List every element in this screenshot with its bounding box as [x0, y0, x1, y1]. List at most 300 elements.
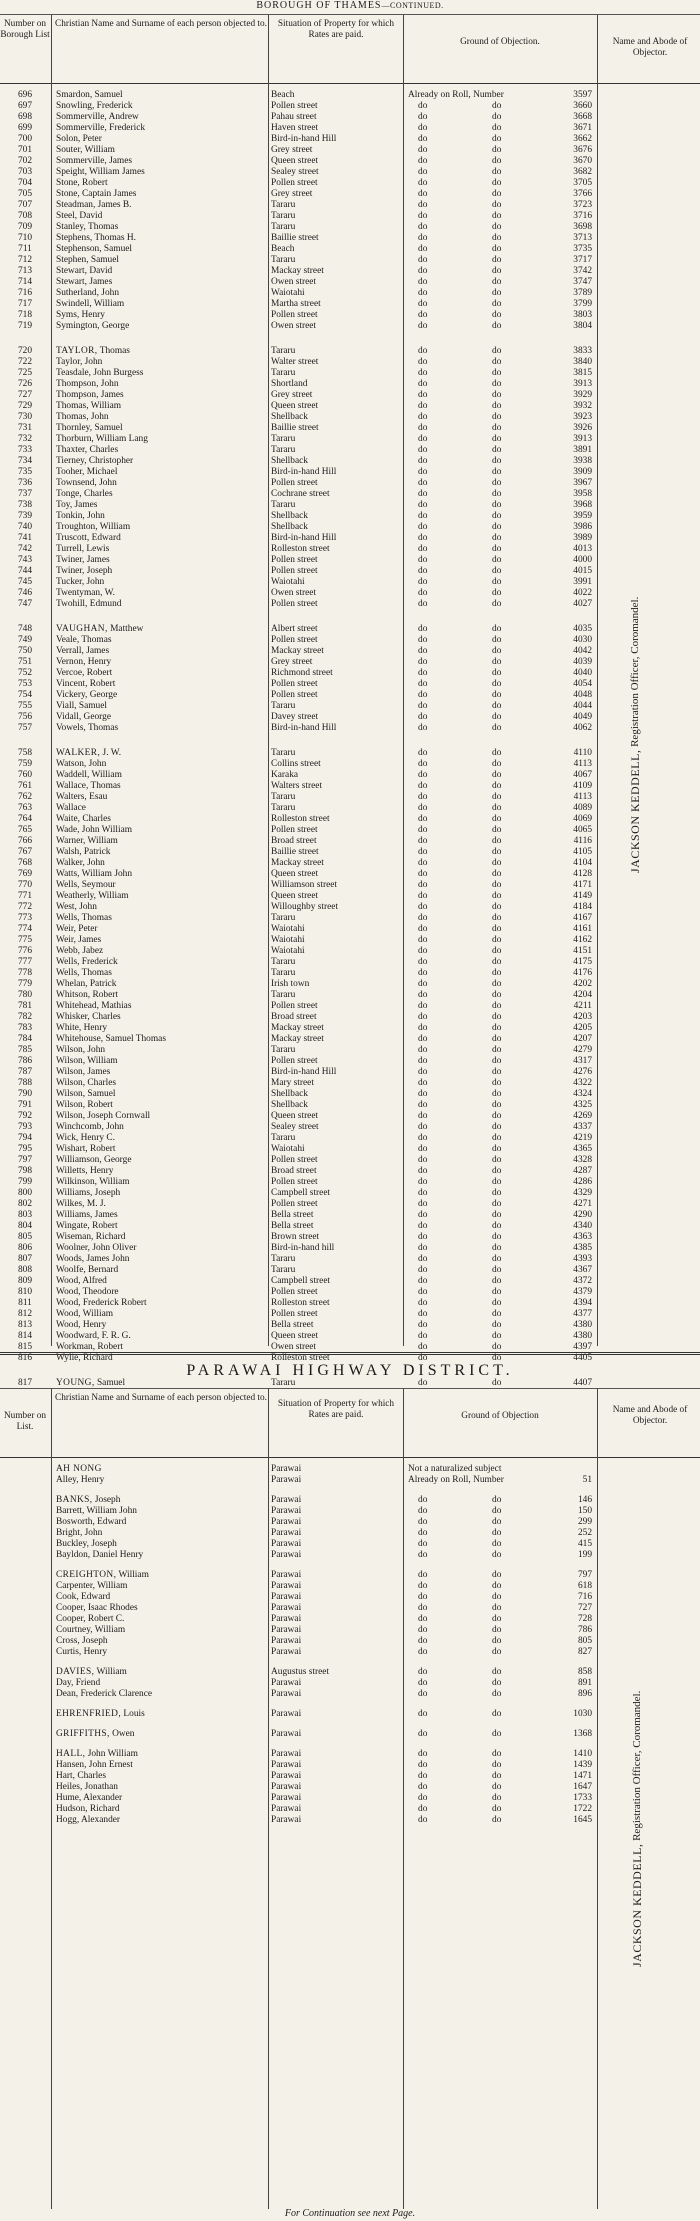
row-property: Sealey street	[271, 167, 319, 177]
table-row	[0, 368, 700, 379]
table-row	[0, 189, 700, 200]
row-given-name: Tucker, John	[56, 577, 105, 587]
row-number: 765	[17, 825, 33, 835]
table-row	[0, 500, 700, 511]
row-property: Parawai	[271, 1793, 302, 1803]
row-name	[56, 668, 112, 679]
row-property: Davey street	[271, 712, 319, 722]
row-roll-number: 1368	[573, 1729, 592, 1739]
row-name	[56, 478, 117, 489]
row-given-name: Twentyman, W.	[56, 588, 115, 598]
row-property: Pollen street	[271, 635, 318, 645]
table-row	[0, 1581, 700, 1592]
row-number: 700	[17, 134, 33, 144]
row-property: Queen street	[271, 891, 319, 901]
row-property: Parawai	[271, 1475, 302, 1485]
row-ground-ditto: do	[492, 434, 502, 444]
row-number: 736	[17, 478, 33, 488]
table-row	[0, 1793, 700, 1804]
row-name	[56, 1166, 113, 1177]
row-name	[56, 1475, 104, 1486]
row-given-name: Symington, George	[56, 321, 130, 331]
row-roll-number: 3923	[573, 412, 592, 422]
row-ground: do	[418, 489, 428, 499]
row-ground: do	[418, 1636, 428, 1646]
row-number: 782	[17, 1012, 33, 1022]
table-row	[0, 825, 700, 836]
row-property: Tararu	[271, 434, 296, 444]
col2-name-header: Christian Name and Surname of each person objected to.	[55, 1393, 267, 1403]
row-ground-ditto: do	[492, 412, 502, 422]
row-property: Tararu	[271, 990, 296, 1000]
table-row	[0, 134, 700, 145]
row-property: Pollen street	[271, 1155, 318, 1165]
row-ground-ditto: do	[492, 1276, 502, 1286]
table-row	[0, 522, 700, 533]
row-ground-ditto: do	[492, 134, 502, 144]
table-row	[0, 1221, 700, 1232]
row-name	[56, 178, 108, 189]
row-roll-number: 3891	[573, 445, 592, 455]
row-ground: do	[418, 178, 428, 188]
row-surname: DAVIES,	[56, 1667, 95, 1677]
row-ground: do	[418, 723, 428, 733]
table-row	[0, 346, 700, 357]
row-ground-ditto: do	[492, 759, 502, 769]
row-ground: do	[418, 1815, 428, 1825]
row-roll-number: 3913	[573, 379, 592, 389]
row-ground-ditto: do	[492, 467, 502, 477]
row-number: 812	[17, 1309, 33, 1319]
row-name	[56, 701, 107, 712]
row-ground-ditto: do	[492, 668, 502, 678]
parawai-table-header	[0, 1389, 700, 1458]
row-roll-number: 4377	[573, 1309, 592, 1319]
row-ground: do	[418, 668, 428, 678]
table-row	[0, 1001, 700, 1012]
row-ground-ditto: do	[492, 255, 502, 265]
table-row	[0, 748, 700, 759]
row-ground: do	[418, 233, 428, 243]
row-ground-ditto: do	[492, 803, 502, 813]
row-name	[56, 1210, 118, 1221]
row-given-name: Waite, Charles	[56, 814, 111, 824]
row-roll-number: 786	[577, 1625, 592, 1635]
row-name	[56, 1815, 120, 1826]
row-ground-ditto: do	[492, 1793, 502, 1803]
table-row	[0, 244, 700, 255]
row-property: Waiotahi	[271, 935, 305, 945]
row-name	[56, 255, 119, 266]
row-number: 722	[17, 357, 33, 367]
row-property: Waiotahi	[271, 577, 305, 587]
row-ground: do	[418, 456, 428, 466]
table-row	[0, 1539, 700, 1550]
row-name	[56, 1793, 122, 1804]
row-roll-number: 4027	[573, 599, 592, 609]
row-roll-number: 4149	[573, 891, 592, 901]
row-ground: do	[418, 1111, 428, 1121]
row-ground-ditto: do	[492, 1287, 502, 1297]
row-ground-ditto: do	[492, 792, 502, 802]
row-name	[56, 1614, 124, 1625]
row-number: 737	[17, 489, 33, 499]
row-number: 803	[17, 1210, 33, 1220]
row-ground-ditto: do	[492, 522, 502, 532]
row-ground-ditto: do	[492, 211, 502, 221]
row-roll-number: 3913	[573, 434, 592, 444]
row-roll-number: 3967	[573, 478, 592, 488]
row-name	[56, 1581, 127, 1592]
row-ground: do	[418, 401, 428, 411]
row-property: Tararu	[271, 792, 296, 802]
table-row	[0, 968, 700, 979]
row-property: Tararu	[271, 1265, 296, 1275]
row-ground-ditto: do	[492, 500, 502, 510]
row-ground-ditto: do	[492, 1528, 502, 1538]
table-row	[0, 277, 700, 288]
row-number: 708	[17, 211, 33, 221]
row-ground-ditto: do	[492, 577, 502, 587]
row-property: Augustus street	[271, 1667, 330, 1677]
table-row	[0, 1475, 700, 1486]
table-row	[0, 1815, 700, 1826]
row-name	[56, 858, 105, 869]
row-roll-number: 1645	[573, 1815, 592, 1825]
row-roll-number: 4040	[573, 668, 592, 678]
row-roll-number: 3799	[573, 299, 592, 309]
row-name	[56, 913, 112, 924]
row-given-name: Hart, Charles	[56, 1771, 106, 1781]
row-name	[56, 123, 145, 134]
row-number: 740	[17, 522, 33, 532]
row-ground: do	[418, 1782, 428, 1792]
row-ground-ditto: do	[492, 935, 502, 945]
row-name	[56, 1177, 130, 1188]
row-name	[56, 423, 123, 434]
row-ground-ditto: do	[492, 1001, 502, 1011]
row-ground-ditto: do	[492, 1012, 502, 1022]
row-ground: do	[418, 803, 428, 813]
row-roll-number: 4363	[573, 1232, 592, 1242]
row-ground-ditto: do	[492, 511, 502, 521]
row-name	[56, 1667, 127, 1678]
row-ground: do	[418, 434, 428, 444]
row-name	[56, 781, 121, 792]
row-given-name: Winchcomb, John	[56, 1122, 124, 1132]
row-given-name: Wood, William	[56, 1309, 114, 1319]
row-roll-number: 4042	[573, 646, 592, 656]
col2-number-header: Number on List.	[3, 1411, 47, 1432]
row-property: Owen street	[271, 321, 317, 331]
row-ground: do	[418, 1188, 428, 1198]
row-roll-number: 4039	[573, 657, 592, 667]
row-name	[56, 979, 116, 990]
row-property: Pollen street	[271, 478, 318, 488]
row-ground: do	[418, 1729, 428, 1739]
row-name	[56, 310, 105, 321]
row-roll-number: 4048	[573, 690, 592, 700]
row-name	[56, 544, 109, 555]
row-ground: do	[418, 1309, 428, 1319]
row-roll-number: 3668	[573, 112, 592, 122]
row-name	[56, 1111, 150, 1122]
row-name	[56, 489, 113, 500]
table-row	[0, 1298, 700, 1309]
row-name	[56, 390, 124, 401]
row-number: 754	[17, 690, 33, 700]
row-name	[56, 1034, 166, 1045]
row-given-name: Wilson, William	[56, 1056, 118, 1066]
row-given-name: Buckley, Joseph	[56, 1539, 117, 1549]
row-number: 696	[17, 90, 33, 100]
row-roll-number: 4372	[573, 1276, 592, 1286]
row-ground-ditto: do	[492, 1298, 502, 1308]
row-name	[56, 1276, 107, 1287]
row-given-name: Wallace	[56, 803, 86, 813]
row-given-name: Woodward, F. R. G.	[56, 1331, 131, 1341]
row-name	[56, 1771, 106, 1782]
row-property: Broad street	[271, 1012, 317, 1022]
row-given-name: Waddell, William	[56, 770, 122, 780]
row-ground: do	[418, 679, 428, 689]
row-ground: do	[418, 299, 428, 309]
row-ground-ditto: do	[492, 1122, 502, 1132]
row-name	[56, 1144, 116, 1155]
table-row	[0, 1144, 700, 1155]
row-ground-ditto: do	[492, 781, 502, 791]
row-given-name: Carpenter, William	[56, 1581, 128, 1591]
row-ground: do	[418, 1378, 428, 1388]
row-number: 808	[17, 1265, 33, 1275]
row-number: 746	[17, 588, 33, 598]
row-name	[56, 946, 103, 957]
row-property: Parawai	[271, 1678, 302, 1688]
row-given-name: Hansen, John Ernest	[56, 1760, 133, 1770]
row-property: Tararu	[271, 957, 296, 967]
row-name	[56, 134, 102, 145]
table-row	[0, 1276, 700, 1287]
table-row	[0, 781, 700, 792]
row-roll-number: 1733	[573, 1793, 592, 1803]
row-roll-number: 1410	[573, 1749, 592, 1759]
row-roll-number: 4089	[573, 803, 592, 813]
table-row	[0, 445, 700, 456]
row-ground: do	[418, 379, 428, 389]
row-roll-number: 3717	[573, 255, 592, 265]
table-row	[0, 299, 700, 310]
row-given-name: Wood, Alfred	[56, 1276, 107, 1286]
row-given-name: Wishart, Robert	[56, 1144, 116, 1154]
row-ground: do	[418, 1331, 428, 1341]
row-ground: do	[418, 566, 428, 576]
row-given-name: Wade, John William	[56, 825, 133, 835]
row-ground: do	[418, 701, 428, 711]
col-ground-header: Ground of Objection.	[460, 37, 540, 47]
row-roll-number: 858	[577, 1667, 592, 1677]
row-roll-number: 3735	[573, 244, 592, 254]
table-row	[0, 1287, 700, 1298]
row-number: 793	[17, 1122, 33, 1132]
table-row	[0, 555, 700, 566]
row-ground: Already on Roll, Number	[408, 90, 504, 100]
row-ground-ditto: do	[492, 1166, 502, 1176]
col2-objector-header: Name and Abode of Objector.	[612, 1405, 688, 1426]
row-given-name: Wilson, Charles	[56, 1078, 117, 1088]
table-row	[0, 712, 700, 723]
table-row	[0, 1517, 700, 1528]
row-name	[56, 1592, 110, 1603]
row-name	[56, 101, 133, 112]
row-roll-number: 827	[577, 1647, 592, 1657]
row-number: 770	[17, 880, 33, 890]
row-ground: do	[418, 346, 428, 356]
row-ground: do	[418, 946, 428, 956]
row-property: Shellback	[271, 1100, 308, 1110]
row-name	[56, 1221, 118, 1232]
row-name	[56, 1243, 136, 1254]
row-property: Beach	[271, 90, 295, 100]
row-number: 817	[17, 1378, 33, 1388]
row-given-name: Thornley, Samuel	[56, 423, 123, 433]
table-row	[0, 599, 700, 610]
objector-name: JACKSON KEDDELL,	[628, 749, 642, 874]
row-roll-number: 4329	[573, 1188, 592, 1198]
row-ground-ditto: do	[492, 599, 502, 609]
row-ground: do	[418, 200, 428, 210]
row-ground-ditto: do	[492, 646, 502, 656]
row-number: 811	[18, 1298, 32, 1308]
table-row	[0, 222, 700, 233]
row-ground: do	[418, 310, 428, 320]
table-row	[0, 456, 700, 467]
row-roll-number: 4162	[573, 935, 592, 945]
row-given-name: Troughton, William	[56, 522, 131, 532]
row-given-name: Cooper, Isaac Rhodes	[56, 1603, 138, 1613]
row-given-name: Cross, Joseph	[56, 1636, 108, 1646]
row-given-name: Viall, Samuel	[56, 701, 107, 711]
row-property: Bird-in-hand hill	[271, 1243, 335, 1253]
row-roll-number: 4271	[573, 1199, 592, 1209]
row-given-name: Alley, Henry	[56, 1475, 105, 1485]
row-name	[56, 1067, 110, 1078]
row-given-name: Stone, Robert	[56, 178, 108, 188]
row-number: 781	[17, 1001, 33, 1011]
row-number: 773	[17, 913, 33, 923]
row-given-name: Stephenson, Samuel	[56, 244, 133, 254]
row-given-name: Cook, Edward	[56, 1592, 111, 1602]
table-row	[0, 1210, 700, 1221]
table-row	[0, 467, 700, 478]
row-ground-ditto: do	[492, 489, 502, 499]
row-ground: do	[418, 577, 428, 587]
row-roll-number: 4279	[573, 1045, 592, 1055]
table-row	[0, 1100, 700, 1111]
row-property: Pollen street	[271, 1309, 318, 1319]
row-number: 705	[17, 189, 33, 199]
row-given-name: Syms, Henry	[56, 310, 105, 320]
row-roll-number: 3789	[573, 288, 592, 298]
row-given-name: Tonge, Charles	[56, 489, 113, 499]
row-property: Martha street	[271, 299, 321, 309]
row-given-name: Speight, William James	[56, 167, 145, 177]
row-name	[56, 379, 119, 390]
row-number: 712	[17, 255, 33, 265]
row-name	[56, 836, 118, 847]
row-ground: do	[418, 500, 428, 510]
row-roll-number: 4104	[573, 858, 592, 868]
table-row	[0, 814, 700, 825]
row-ground-ditto: do	[492, 1815, 502, 1825]
row-number: 759	[17, 759, 33, 769]
row-property: Parawai	[271, 1749, 302, 1759]
row-number: 814	[17, 1331, 33, 1341]
objector2-name: JACKSON KEDDELL,	[630, 1843, 644, 1968]
row-ground-ditto: do	[492, 1625, 502, 1635]
row-roll-number: 3958	[573, 489, 592, 499]
row-ground: do	[418, 646, 428, 656]
row-given-name: Wood, Theodore	[56, 1287, 119, 1297]
row-ground: do	[418, 555, 428, 565]
row-ground: do	[418, 222, 428, 232]
row-name	[56, 1729, 134, 1740]
row-name	[56, 112, 139, 123]
row-given-name: Barrett, William John	[56, 1506, 137, 1516]
row-ground: do	[418, 1793, 428, 1803]
row-number: 707	[17, 200, 33, 210]
row-roll-number: 4109	[573, 781, 592, 791]
row-ground-ditto: do	[492, 913, 502, 923]
row-ground: do	[418, 869, 428, 879]
row-given-name: Woolfe, Bernard	[56, 1265, 119, 1275]
row-ground: do	[418, 211, 428, 221]
row-given-name: Thomas	[97, 346, 130, 356]
table-row	[0, 1495, 700, 1506]
row-roll-number: 3713	[573, 233, 592, 243]
row-name	[56, 189, 136, 200]
table-row	[0, 1265, 700, 1276]
row-given-name: Heiles, Jonathan	[56, 1782, 118, 1792]
table-row	[0, 1729, 700, 1740]
row-number: 714	[17, 277, 33, 287]
row-ground-ditto: do	[492, 748, 502, 758]
row-ground-ditto: do	[492, 1320, 502, 1330]
table-row	[0, 1528, 700, 1539]
row-name	[56, 1078, 116, 1089]
table-row	[0, 924, 700, 935]
row-property: Tararu	[271, 200, 296, 210]
row-given-name: Matthew	[107, 624, 144, 634]
row-roll-number: 3742	[573, 266, 592, 276]
table-row	[0, 1089, 700, 1100]
row-property: Pollen street	[271, 1001, 318, 1011]
row-number: 718	[17, 310, 33, 320]
row-name	[56, 145, 115, 156]
table-row	[0, 1647, 700, 1658]
row-name	[56, 445, 118, 456]
row-property: Shortland	[271, 379, 308, 389]
row-ground-ditto: do	[492, 1353, 502, 1363]
row-roll-number: 3723	[573, 200, 592, 210]
table-row	[0, 701, 700, 712]
row-ground-ditto: do	[492, 1078, 502, 1088]
row-ground-ditto: do	[492, 635, 502, 645]
row-name	[56, 434, 148, 445]
row-roll-number: 4407	[573, 1378, 592, 1388]
row-roll-number: 51	[582, 1475, 592, 1485]
row-ground-ditto: do	[492, 167, 502, 177]
row-ground-ditto: do	[492, 533, 502, 543]
